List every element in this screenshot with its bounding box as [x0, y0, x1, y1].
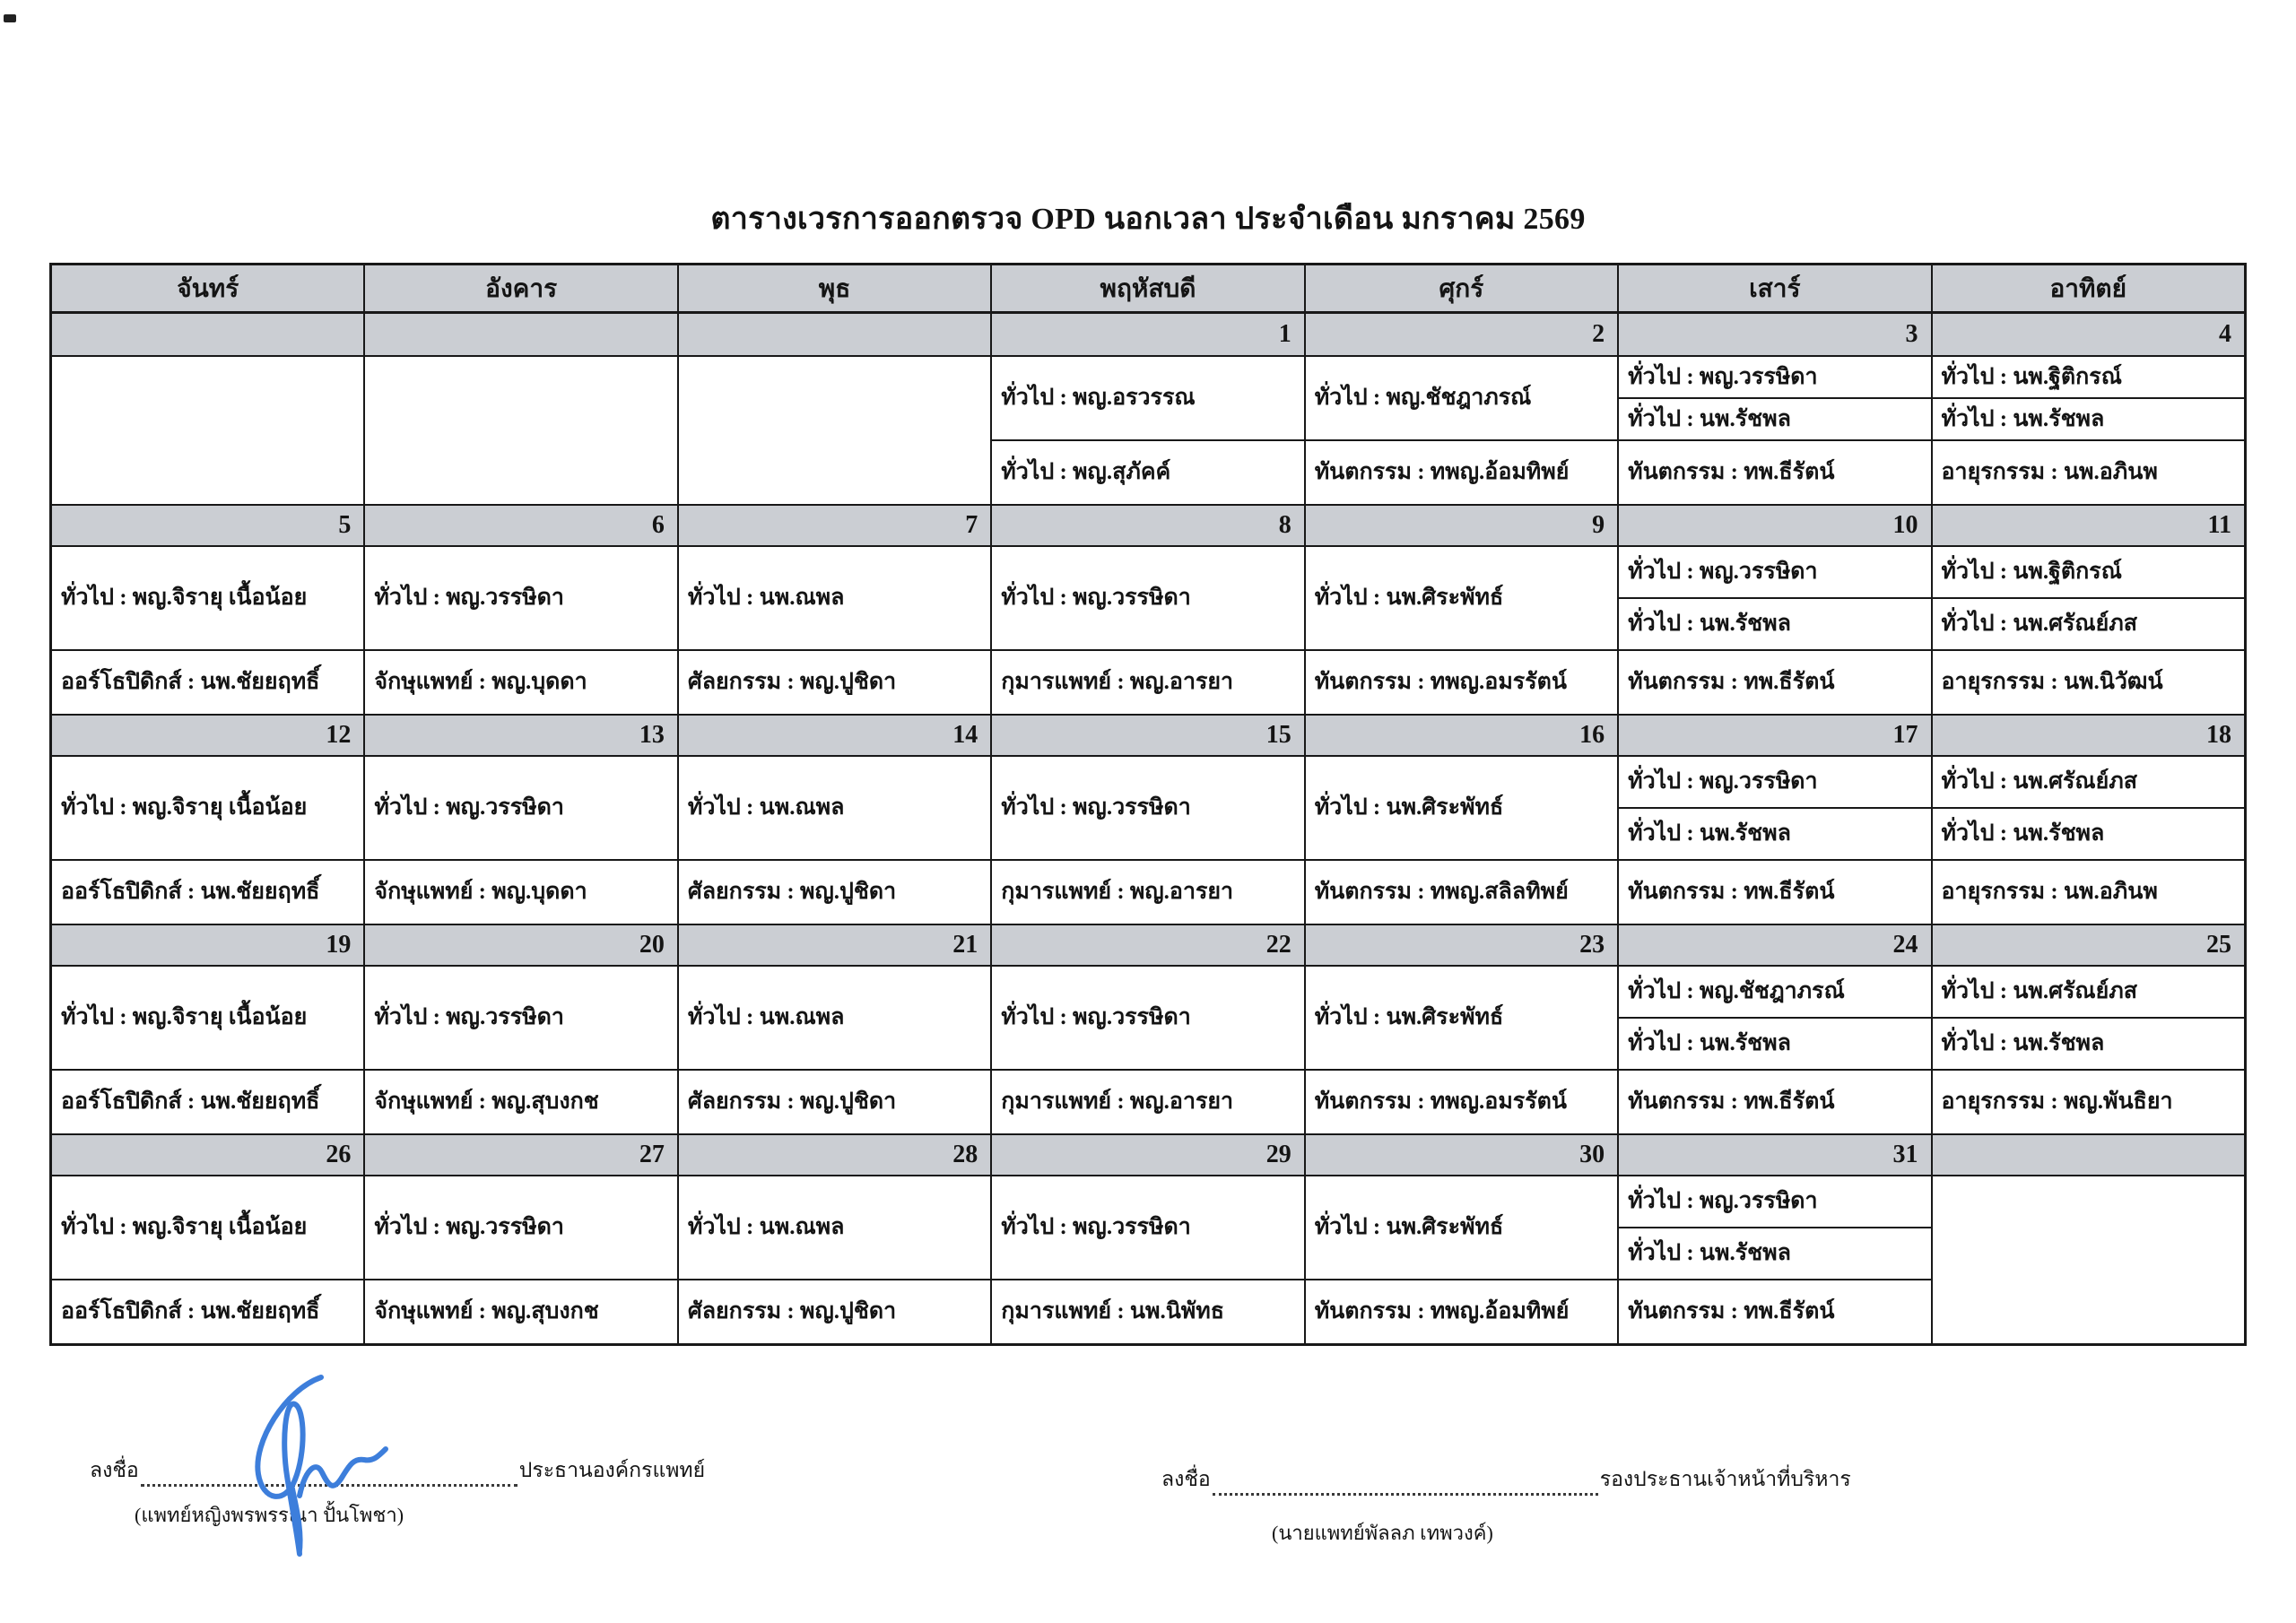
- signature-name-right: (นายแพทย์พัลลภ เทพวงค์): [1272, 1522, 1493, 1544]
- day-number-cell: 13: [365, 716, 678, 755]
- day-cell: [679, 1176, 992, 1343]
- general-shift-cell: ทั่วไป : พญ.วรรษิดา: [365, 967, 676, 1071]
- day-cell: [52, 357, 365, 504]
- page-title: ตารางเวรการออกตรวจ OPD นอกเวลา ประจำเดือน มกราคม 2569: [710, 203, 1586, 236]
- day-cell: [679, 547, 992, 714]
- day-cell: [1619, 357, 1932, 504]
- day-number-cell: 30: [1306, 1135, 1619, 1175]
- week-number-row: [52, 1133, 2244, 1176]
- day-cell: [52, 1176, 365, 1343]
- general-shift-cell: ทั่วไป : พญ.วรรษิดา: [1619, 1176, 1930, 1228]
- day-number-cell: 14: [679, 716, 992, 755]
- specialist-shift-cell: ทันตกรรม : ทพ.ธีรัตน์: [1628, 880, 1835, 905]
- week-number-row: [52, 924, 2244, 967]
- day-header-row: [52, 265, 2244, 314]
- signature-prefix-right: ลงชื่อ: [1161, 1468, 1211, 1490]
- day-cell: [1306, 967, 1619, 1133]
- general-shift-cell: ทั่วไป : พญ.วรรษิดา: [365, 757, 676, 861]
- day-number-cell: 7: [679, 506, 992, 545]
- day-number-cell: [365, 314, 678, 355]
- day-cell: [365, 967, 678, 1133]
- day-cell: [992, 357, 1305, 504]
- day-cell: [365, 547, 678, 714]
- day-number-cell: 10: [1619, 506, 1932, 545]
- day-cell: [365, 357, 678, 504]
- specialist-shift-cell: ทั่วไป : พญ.สุภัคค์: [1001, 460, 1171, 485]
- day-number-cell: 1: [992, 314, 1305, 355]
- day-number-cell: 9: [1306, 506, 1619, 545]
- general-shift-cell: ทั่วไป : พญ.วรรษิดา: [365, 547, 676, 651]
- day-header-cell: อาทิตย์: [2049, 274, 2127, 303]
- day-number-cell: 28: [679, 1135, 992, 1175]
- day-cell: [1933, 757, 2244, 924]
- day-cell: [1619, 547, 1932, 714]
- general-shift-cell: ทั่วไป : นพ.รัชพล: [1619, 1019, 1930, 1071]
- specialist-shift-cell: อายุรกรรม : นพ.อภินพ: [1941, 460, 2158, 485]
- general-shift-cell: ทั่วไป : พญ.ชัชฎาภรณ์: [1306, 357, 1617, 441]
- general-shift-cell: ทั่วไป : นพ.รัชพล: [1619, 1228, 1930, 1280]
- day-cell: [1933, 967, 2244, 1133]
- specialist-shift-cell: ออร์โธปิดิกส์ : นพ.ชัยยฤทธิ์: [61, 1299, 320, 1324]
- specialist-shift-cell: ศัลยกรรม : พญ.ปูชิดา: [687, 880, 897, 905]
- day-cell: [1306, 547, 1619, 714]
- general-shift-cell: ทั่วไป : พญ.วรรษิดา: [992, 757, 1303, 861]
- signature-role-left: ประธานองค์กรแพทย์: [518, 1459, 706, 1481]
- specialist-shift-cell: อายุรกรรม : พญ.พันธิยา: [1941, 1089, 2173, 1115]
- general-shift-cell: ทั่วไป : พญ.จิรายุ เนื้อน้อย: [52, 967, 363, 1071]
- day-number-cell: 12: [52, 716, 365, 755]
- day-cell: [1619, 757, 1932, 924]
- specialist-shift-cell: กุมารแพทย์ : พญ.อารยา: [1001, 1089, 1234, 1115]
- day-number-cell: 23: [1306, 925, 1619, 965]
- signature-dotted-line-right: [1213, 1470, 1598, 1496]
- specialist-shift-cell: จักษุแพทย์ : พญ.สุบงกช: [374, 1089, 599, 1115]
- day-header-cell: พฤหัสบดี: [992, 265, 1305, 311]
- specialist-shift-cell: ออร์โธปิดิกส์ : นพ.ชัยยฤทธิ์: [61, 1089, 320, 1115]
- general-shift-cell: ทั่วไป : พญ.วรรษิดา: [1619, 547, 1930, 599]
- general-shift-cell: ทั่วไป : นพ.รัชพล: [1619, 809, 1930, 861]
- general-shift-cell: ทั่วไป : พญ.อรวรรณ: [992, 357, 1303, 441]
- day-cell: [992, 757, 1305, 924]
- day-number-cell: 11: [2207, 511, 2231, 539]
- specialist-shift-cell: จักษุแพทย์ : พญ.บุดดา: [374, 670, 587, 695]
- general-shift-cell: ทั่วไป : นพ.ศิระพัทธ์: [1306, 547, 1617, 651]
- day-number-cell: 19: [52, 925, 365, 965]
- week-content-row: [52, 1176, 2244, 1343]
- general-shift-cell: ทั่วไป : นพ.ศรัณย์ภส: [1933, 757, 2244, 809]
- general-shift-cell: ทั่วไป : นพ.รัชพล: [1619, 599, 1930, 651]
- day-number-cell: 22: [992, 925, 1305, 965]
- week-content-row: [52, 967, 2244, 1133]
- general-shift-cell: ทั่วไป : พญ.วรรษิดา: [992, 547, 1303, 651]
- day-cell: [1933, 547, 2244, 714]
- specialist-shift-cell: ศัลยกรรม : พญ.ปูชิดา: [687, 1299, 897, 1324]
- day-cell: [679, 757, 992, 924]
- general-shift-cell: ทั่วไป : พญ.วรรษิดา: [1619, 757, 1930, 809]
- specialist-shift-cell: อายุรกรรม : นพ.อภินพ: [1941, 880, 2158, 905]
- general-shift-cell: ทั่วไป : นพ.ฐิติกรณ์: [1933, 357, 2244, 399]
- day-number-cell: 27: [365, 1135, 678, 1175]
- week-content-row: [52, 547, 2244, 714]
- signature-line-right: [1161, 1463, 1851, 1496]
- specialist-shift-cell: ทันตกรรม : ทพ.ธีรัตน์: [1628, 1299, 1835, 1324]
- week-number-row: [52, 714, 2244, 757]
- specialist-shift-cell: ทันตกรรม : ทพญ.อ้อมทิพย์: [1314, 1299, 1570, 1324]
- day-number-cell: [679, 314, 992, 355]
- schedule-table: [49, 263, 2247, 1346]
- general-shift-cell: ทั่วไป : นพ.ศรัณย์ภส: [1933, 967, 2244, 1019]
- general-shift-cell: ทั่วไป : นพ.ศรัณย์ภส: [1933, 599, 2244, 651]
- specialist-shift-cell: จักษุแพทย์ : พญ.บุดดา: [374, 880, 587, 905]
- day-number-cell: 8: [992, 506, 1305, 545]
- scan-artifact-speck: [4, 14, 16, 22]
- general-shift-cell: ทั่วไป : นพ.ศิระพัทธ์: [1306, 1176, 1617, 1280]
- empty-day-cell: [1933, 1176, 2244, 1343]
- specialist-shift-cell: ออร์โธปิดิกส์ : นพ.ชัยยฤทธิ์: [61, 670, 320, 695]
- day-header-cell: พุธ: [679, 265, 992, 311]
- day-cell: [365, 1176, 678, 1343]
- specialist-shift-cell: ทันตกรรม : ทพ.ธีรัตน์: [1628, 670, 1835, 695]
- day-number-cell: 15: [992, 716, 1305, 755]
- day-number-cell: 21: [679, 925, 992, 965]
- general-shift-cell: ทั่วไป : นพ.รัชพล: [1933, 399, 2244, 441]
- general-shift-cell: ทั่วไป : พญ.ชัชฎาภรณ์: [1619, 967, 1930, 1019]
- signature-dotted-line-left: [141, 1461, 517, 1487]
- day-cell: [1619, 1176, 1932, 1343]
- day-cell: [365, 757, 678, 924]
- day-number-cell: 4: [2218, 320, 2231, 348]
- general-shift-cell: ทั่วไป : นพ.ศิระพัทธ์: [1306, 757, 1617, 861]
- day-number-cell: 5: [52, 506, 365, 545]
- specialist-shift-cell: กุมารแพทย์ : พญ.อารยา: [1001, 670, 1234, 695]
- day-number-cell: 29: [992, 1135, 1305, 1175]
- specialist-shift-cell: ออร์โธปิดิกส์ : นพ.ชัยยฤทธิ์: [61, 880, 320, 905]
- general-shift-cell: ทั่วไป : นพ.ศิระพัทธ์: [1306, 967, 1617, 1071]
- general-shift-cell: ทั่วไป : พญ.จิรายุ เนื้อน้อย: [52, 547, 363, 651]
- day-number-cell: 17: [1619, 716, 1932, 755]
- specialist-shift-cell: ศัลยกรรม : พญ.ปูชิดา: [687, 1089, 897, 1115]
- general-shift-cell: ทั่วไป : นพ.รัชพล: [1933, 1019, 2244, 1071]
- empty-day-cell: [679, 357, 990, 504]
- day-number-cell: 26: [52, 1135, 365, 1175]
- specialist-shift-cell: กุมารแพทย์ : พญ.อารยา: [1001, 880, 1234, 905]
- day-cell: [679, 357, 992, 504]
- day-header-cell: อังคาร: [365, 265, 678, 311]
- day-header-cell: เสาร์: [1619, 265, 1932, 311]
- general-shift-cell: ทั่วไป : นพ.ณพล: [679, 547, 990, 651]
- general-shift-cell: ทั่วไป : นพ.ฐิติกรณ์: [1933, 547, 2244, 599]
- week-number-row: [52, 314, 2244, 357]
- day-number-cell: [1933, 1135, 2244, 1175]
- day-cell: [1306, 757, 1619, 924]
- day-cell: [1933, 357, 2244, 504]
- day-cell: [992, 547, 1305, 714]
- day-number-cell: 18: [2205, 721, 2231, 749]
- day-cell: [679, 967, 992, 1133]
- general-shift-cell: ทั่วไป : นพ.ณพล: [679, 757, 990, 861]
- week-content-row: [52, 357, 2244, 504]
- specialist-shift-cell: อายุรกรรม : นพ.นิวัฒน์: [1941, 670, 2163, 695]
- specialist-shift-cell: ทันตกรรม : ทพญ.อ้อมทิพย์: [1314, 460, 1570, 485]
- week-number-row: [52, 504, 2244, 547]
- general-shift-cell: ทั่วไป : พญ.วรรษิดา: [1619, 357, 1930, 399]
- general-shift-cell: ทั่วไป : พญ.วรรษิดา: [992, 967, 1303, 1071]
- general-shift-cell: ทั่วไป : นพ.ณพล: [679, 967, 990, 1071]
- signature-name-left: (แพทย์หญิงพรพรรณา ปั้นโพชา): [135, 1504, 404, 1526]
- day-header-cell: ศุกร์: [1306, 265, 1619, 311]
- specialist-shift-cell: ศัลยกรรม : พญ.ปูชิดา: [687, 670, 897, 695]
- signature-line-left: [90, 1454, 705, 1487]
- general-shift-cell: ทั่วไป : พญ.จิรายุ เนื้อน้อย: [52, 1176, 363, 1280]
- day-cell: [992, 967, 1305, 1133]
- day-number-cell: 20: [365, 925, 678, 965]
- specialist-shift-cell: ทันตกรรม : ทพ.ธีรัตน์: [1628, 1089, 1835, 1115]
- day-number-cell: 6: [365, 506, 678, 545]
- day-number-cell: 25: [2205, 931, 2231, 959]
- specialist-shift-cell: ทันตกรรม : ทพญ.สลิลทิพย์: [1314, 880, 1569, 905]
- specialist-shift-cell: กุมารแพทย์ : นพ.นิพัทธ: [1001, 1299, 1225, 1324]
- day-number-cell: 2: [1306, 314, 1619, 355]
- day-cell: [1933, 1176, 2244, 1343]
- day-cell: [52, 757, 365, 924]
- day-cell: [52, 967, 365, 1133]
- empty-day-cell: [365, 357, 676, 504]
- day-number-cell: [52, 314, 365, 355]
- specialist-shift-cell: ทันตกรรม : ทพ.ธีรัตน์: [1628, 460, 1835, 485]
- day-cell: [1619, 967, 1932, 1133]
- day-cell: [52, 547, 365, 714]
- day-number-cell: 16: [1306, 716, 1619, 755]
- day-number-cell: 3: [1619, 314, 1932, 355]
- general-shift-cell: ทั่วไป : นพ.รัชพล: [1933, 809, 2244, 861]
- day-cell: [1306, 1176, 1619, 1343]
- signature-role-right: รองประธานเจ้าหน้าที่บริหาร: [1599, 1468, 1851, 1490]
- empty-day-cell: [52, 357, 363, 504]
- general-shift-cell: ทั่วไป : นพ.รัชพล: [1619, 399, 1930, 441]
- week-content-row: [52, 757, 2244, 924]
- day-cell: [992, 1176, 1305, 1343]
- day-cell: [1306, 357, 1619, 504]
- day-number-cell: 24: [1619, 925, 1932, 965]
- day-number-cell: 31: [1619, 1135, 1932, 1175]
- signature-prefix-left: ลงชื่อ: [90, 1459, 139, 1481]
- specialist-shift-cell: ทันตกรรม : ทพญ.อมรรัตน์: [1314, 1089, 1567, 1115]
- specialist-shift-cell: ทันตกรรม : ทพญ.อมรรัตน์: [1314, 670, 1567, 695]
- specialist-shift-cell: จักษุแพทย์ : พญ.สุบงกช: [374, 1299, 599, 1324]
- general-shift-cell: ทั่วไป : พญ.วรรษิดา: [365, 1176, 676, 1280]
- general-shift-cell: ทั่วไป : พญ.จิรายุ เนื้อน้อย: [52, 757, 363, 861]
- day-header-cell: จันทร์: [52, 265, 365, 311]
- general-shift-cell: ทั่วไป : นพ.ณพล: [679, 1176, 990, 1280]
- general-shift-cell: ทั่วไป : พญ.วรรษิดา: [992, 1176, 1303, 1280]
